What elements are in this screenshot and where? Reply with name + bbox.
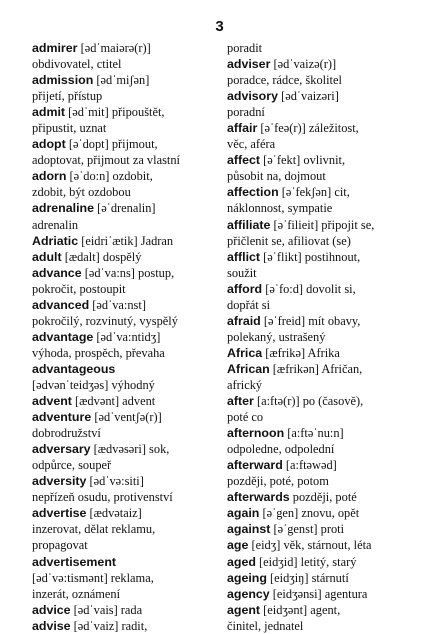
entry-line [227,345,419,361]
headword: adorn [32,169,67,184]
continuation-line [227,297,419,313]
headword: afflict [227,249,261,264]
headword: aged [227,554,256,569]
definition-text: [əˈfilieit] připojit se, [270,217,375,232]
definition-text: [ədˈvaizə(r)] [270,57,337,72]
definition-text: dobrodružství [32,426,101,441]
definition-text: [əˈdo:n] ozdobit, [66,169,153,184]
definition-text: [ədˈvə:tismənt] reklama, [32,570,154,585]
entry-line [227,570,419,586]
continuation-line [227,168,419,184]
definition-text: poté co [227,410,264,425]
entry-line [32,473,224,489]
headword: affair [227,121,258,136]
headword: afterwards [227,490,290,505]
entry-line [227,56,419,72]
definition-text: africký [227,377,263,392]
headword: adversity [32,474,87,489]
headword: afford [227,281,263,296]
continuation-line [32,217,224,233]
definition-text: přijetí, přístup [32,89,103,104]
headword: admission [32,73,94,88]
definition-text: [a:ftəˈnu:n] [284,426,344,441]
definition-text: [eidʒənsi] agentura [269,586,368,601]
definition-text: [əˈgenst] proti [270,522,345,537]
continuation-line [32,521,224,537]
continuation-line [32,345,224,361]
continuation-line [227,104,419,120]
definition-text: [əˈdopt] přijmout, [65,137,158,152]
definition-text: [ədˈvais] rada [70,602,143,617]
definition-text: [ədˈva:ntidʒ] [93,329,161,344]
definition-text: [əˈfekt] ovlivnit, [260,153,346,168]
continuation-line [32,281,224,297]
entry-line [227,152,419,168]
entry-line [32,505,224,521]
headword: ageing [227,570,267,585]
entry-line [227,586,419,602]
definition-text: činitel, jednatel [227,618,304,633]
entry-line [32,40,224,56]
headword: Africa [227,345,263,360]
definition-text: [a:ftəwəd] [282,458,337,473]
entry-line [32,409,224,425]
definition-text: [əˈfo:d] dovolit si, [262,281,356,296]
entry-line [32,297,224,313]
headword: against [227,522,271,537]
entry-line [32,602,224,618]
definition-text: [ædvətaiz] [86,506,142,521]
entry-line [32,200,224,216]
definition-text: pokročit, postoupit [32,281,126,296]
definition-text: poradce, rádce, školitel [227,73,342,88]
entry-line [227,554,419,570]
entry-line [32,233,224,249]
entry-line [227,393,419,409]
continuation-line [227,473,419,489]
definition-text: [ədˈva:ns] postup, [81,265,175,280]
page-number: 3 [215,18,224,35]
headword: afraid [227,313,261,328]
continuation-line [32,88,224,104]
entry-line [32,136,224,152]
definition-text: [eidʒ] věk, stárnout, léta [248,538,372,553]
definition-text: soužit [227,265,257,280]
headword: adventure [32,410,92,425]
entry-line [32,249,224,265]
continuation-line [227,265,419,281]
entry-line [227,602,419,618]
continuation-line [32,313,224,329]
entry-line [227,120,419,136]
headword: affiliate [227,217,271,232]
definition-text: inzerovat, dělat reklamu, [32,522,156,537]
headword: advantage [32,329,94,344]
headword: adversary [32,442,91,457]
continuation-line [32,425,224,441]
definition-text: polekaný, ustrašený [227,329,326,344]
headword: affection [227,185,279,200]
headword: after [227,394,254,409]
headword: admirer [32,41,78,55]
definition-text: věc, aféra [227,137,276,152]
continuation-line [32,586,224,602]
continuation-line [227,329,419,345]
entry-line [227,184,419,200]
definition-text: [æfrikə] Afrika [262,345,340,360]
definition-text: [ədˈva:nst] [89,297,146,312]
entry-line [227,88,419,104]
continuation-line [227,200,419,216]
headword: advise [32,618,71,633]
entry-line [32,393,224,409]
headword: advantageous [32,361,116,376]
entry-line [227,521,419,537]
headword: advance [32,265,82,280]
definition-text: náklonnost, sympatie [227,201,333,216]
definition-text: inzerát, oznámení [32,586,121,601]
headword: adopt [32,137,66,152]
continuation-line [32,56,224,72]
headword: Adriatic [32,233,79,248]
entry-line [227,505,419,521]
headword: advertise [32,506,87,521]
entry-line [32,361,224,377]
headword: agent [227,602,261,617]
definition-text: zdobit, být ozdobou [32,185,131,200]
headword: advice [32,602,71,617]
definition-text: [eidʒənt] agent, [260,602,341,617]
definition-text: pokročilý, rozvinutý, vyspělý [32,313,178,328]
definition-text: poradit [227,41,263,55]
definition-text: [ædvəsəri] sok, [90,442,170,457]
definition-text: [eidriˈætik] Jadran [78,233,174,248]
definition-text: působit na, dojmout [227,169,326,184]
continuation-line [227,409,419,425]
entry-line [227,425,419,441]
entry-line [32,554,224,570]
definition-text: propagovat [32,538,88,553]
headword: advanced [32,297,90,312]
definition-text: poradní [227,105,265,120]
headword: again [227,506,260,521]
continuation-line [32,377,224,393]
continuation-line [227,233,419,249]
continuation-line [32,152,224,168]
entry-line [227,537,419,553]
left-column [32,40,224,634]
definition-text: [ədˈvə:siti] [86,474,144,489]
definition-text: [əˈfreid] mít obavy, [260,313,361,328]
continuation-line [227,377,419,393]
definition-text: adoptovat, přijmout za vlastní [32,153,180,168]
entry-line [32,104,224,120]
definition-text: [ædvənt] advent [71,394,156,409]
definition-text: [əˈgen] znovu, opět [259,506,360,521]
definition-text: [əˈfeə(r)] záležitost, [257,121,359,136]
continuation-line [32,120,224,136]
definition-text: přičlenit se, afiliovat (se) [227,233,351,248]
right-column [227,40,419,634]
definition-text: [æfrikən] Afričan, [269,361,363,376]
entry-line [32,265,224,281]
headword: African [227,361,270,376]
definition-text: dopřát si [227,297,271,312]
continuation-line [32,537,224,553]
continuation-line [227,72,419,88]
definition-text: výhoda, prospěch, převaha [32,345,165,360]
entry-line [227,457,419,473]
entry-line [32,618,224,634]
definition-text: [əˈfekʃən] cit, [278,185,350,200]
definition-text: později, poté, potom [227,474,329,489]
definition-text: [eidʒiŋ] stárnutí [266,570,349,585]
headword: agency [227,586,270,601]
entry-line [227,281,419,297]
entry-line [227,489,419,505]
continuation-line [227,40,419,56]
definition-text: [ədvənˈteidʒəs] výhodný [32,377,155,392]
definition-text: [əˈdrenalin] [93,201,156,216]
continuation-line [32,570,224,586]
definition-text: [ædalt] dospělý [61,249,142,264]
continuation-line [32,457,224,473]
definition-text: později, poté [289,490,357,505]
definition-text: [ədˈvaiz] radit, [70,618,148,633]
headword: adrenaline [32,201,94,216]
continuation-line [227,136,419,152]
entry-line [32,72,224,88]
continuation-line [32,489,224,505]
entry-line [227,313,419,329]
definition-text: [ədˈmaiərə(r)] [77,41,151,55]
entry-line [227,217,419,233]
headword: adult [32,249,62,264]
definition-text: [ədˈmiʃən] [93,73,150,88]
continuation-line [227,618,419,634]
headword: affect [227,153,261,168]
headword: age [227,538,249,553]
definition-text: [ədˈmit] připouštět, [65,105,165,120]
entry-line [227,361,419,377]
definition-text: [a:ftə(r)] po (časově), [253,394,364,409]
definition-text: adrenalin [32,217,79,232]
definition-text: odpoledne, odpolední [227,442,335,457]
headword: advent [32,394,72,409]
headword: afternoon [227,426,285,441]
headword: advertisement [32,554,117,569]
definition-text: nepřízeň osudu, protivenství [32,490,173,505]
definition-text: [əˈflikt] postihnout, [260,249,361,264]
definition-text: připustit, uznat [32,121,107,136]
entry-line [32,329,224,345]
headword: admit [32,105,66,120]
definition-text: [ədˈventʃə(r)] [91,410,162,425]
continuation-line [227,441,419,457]
headword: adviser [227,57,271,72]
entry-line [32,441,224,457]
entry-line [227,249,419,265]
definition-text: odpůrce, soupeř [32,458,112,473]
entry-line [32,168,224,184]
definition-text: obdivovatel, ctitel [32,57,122,72]
headword: afterward [227,458,283,473]
definition-text: [eidʒid] letitý, starý [255,554,357,569]
definition-text: [ədˈvaizəri] [277,89,339,104]
continuation-line [32,184,224,200]
headword: advisory [227,89,278,104]
